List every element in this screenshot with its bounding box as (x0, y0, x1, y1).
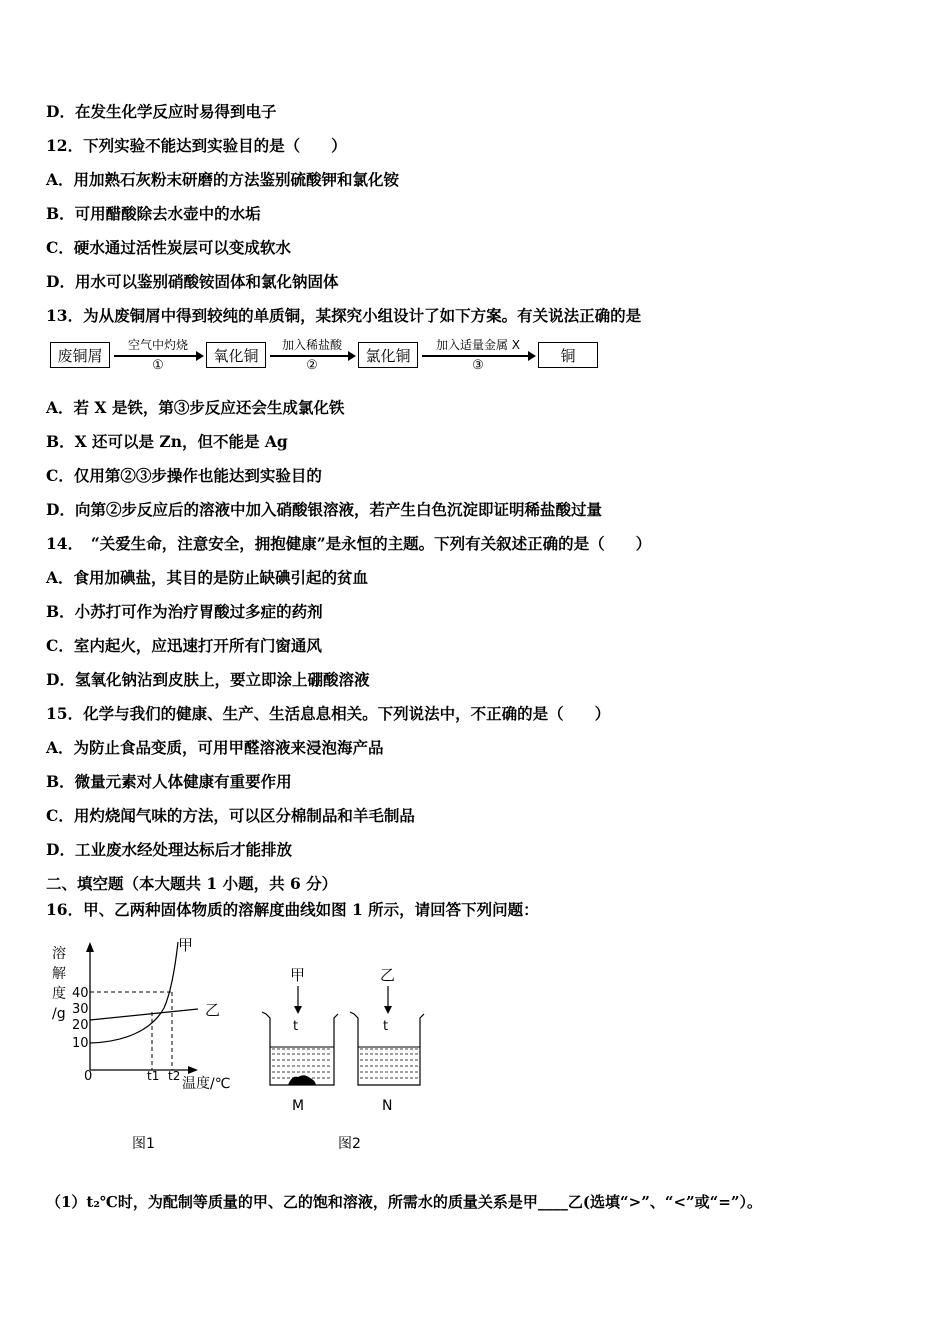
curve-yi-label: 乙 (205, 1001, 221, 1019)
question-12: 12．下列实验不能达到实验目的是（ ） (46, 136, 347, 155)
figure-2-beakers (262, 966, 424, 1152)
ytick-40: 40 (72, 986, 89, 1001)
ytick-10: 10 (72, 1036, 89, 1051)
option-b-13: B．X 还可以是 Zn，但不能是 Ag (46, 432, 288, 451)
option-d-13: D．向第②步反应后的溶液中加入硝酸银溶液，若产生白色沉淀即证明稀盐酸过量 (46, 500, 602, 519)
curve-jia-label: 甲 (178, 936, 194, 954)
beaker-n-temp: t (383, 1019, 389, 1034)
flow-arrow-3-step: ③ (472, 358, 484, 373)
figure-2-caption: 图2 (338, 1136, 361, 1152)
flow-arrow-3-label: 加入适量金属 X (435, 338, 521, 352)
option-a-14: A．食用加碘盐，其目的是防止缺碘引起的贫血 (46, 568, 369, 587)
beaker-m (262, 1012, 338, 1085)
ytick-20: 20 (72, 1018, 89, 1033)
flow-box-waste-copper: 废铜屑 (50, 342, 110, 368)
xtick-t2: t2 (168, 1069, 181, 1083)
beaker-m-label-jia: 甲 (290, 966, 306, 984)
flow-arrow-2 (268, 338, 356, 378)
xlabel: 温度/℃ (182, 1076, 231, 1092)
flow-arrow-1-step: ① (152, 358, 164, 373)
option-c-12: C．硬水通过活性炭层可以变成软水 (46, 238, 291, 257)
figure-1-caption: 图1 (132, 1136, 155, 1152)
xtick-t1: t1 (147, 1069, 160, 1083)
y-axis-arrow-icon (86, 942, 94, 952)
ylabel-char-4: /g (52, 1006, 66, 1022)
beaker-n-label-yi: 乙 (380, 966, 396, 984)
beaker-m-temp: t (293, 1019, 299, 1034)
option-c-13: C．仅用第②③步操作也能达到实验目的 (46, 466, 322, 485)
option-d-14: D．氢氧化钠沾到皮肤上，要立即涂上硼酸溶液 (46, 670, 370, 689)
origin-label: 0 (84, 1069, 93, 1084)
arrow-down-icon (384, 1006, 392, 1014)
option-b-15: B．微量元素对人体健康有重要作用 (46, 772, 292, 791)
flow-arrow-2-step: ② (306, 358, 318, 373)
curve-yi (90, 1009, 198, 1020)
figures (40, 930, 460, 1160)
beaker-m-name: M (292, 1098, 305, 1114)
beaker-n-name: N (382, 1098, 393, 1114)
flow-box-copper-chloride: 氯化铜 (358, 342, 418, 368)
option-d-15: D．工业废水经处理达标后才能排放 (46, 840, 292, 859)
option-a-12: A．用加熟石灰粉末研磨的方法鉴别硫酸钾和氯化铵 (46, 170, 400, 189)
question-14: 14． “关爱生命，注意安全，拥抱健康”是永恒的主题。下列有关叙述正确的是（ ） (46, 534, 652, 553)
question-15: 15．化学与我们的健康、生产、生活息息相关。下列说法中，不正确的是（ ） (46, 704, 611, 723)
arrow-down-icon (294, 1006, 302, 1014)
option-a-13: A．若 X 是铁，第③步反应还会生成氯化铁 (46, 398, 345, 417)
option-a-15: A．为防止食品变质，可用甲醛溶液来浸泡海产品 (46, 738, 384, 757)
figure-1-solubility-curve (52, 936, 230, 1152)
question-13: 13．为从废铜屑中得到较纯的单质铜，某探究小组设计了如下方案。有关说法正确的是 (46, 306, 642, 325)
flow-arrow-1-label: 空气中灼烧 (127, 338, 188, 352)
flow-arrow-1 (112, 338, 204, 378)
flow-box-copper: 铜 (538, 342, 598, 368)
precipitate (288, 1075, 316, 1085)
ylabel-char-1: 溶 (52, 946, 66, 962)
section-heading: 二、填空题（本大题共 1 小题，共 6 分） (46, 874, 338, 893)
flow-arrow-3 (420, 338, 536, 378)
flowchart (50, 338, 610, 378)
question-16: 16．甲、乙两种固体物质的溶解度曲线如图 1 所示，请回答下列问题： (46, 900, 539, 919)
ylabel-char-3: 度 (52, 986, 66, 1002)
option-b-14: B．小苏打可作为治疗胃酸过多症的药剂 (46, 602, 323, 621)
option-c-14: C．室内起火，应迅速打开所有门窗通风 (46, 636, 322, 655)
flow-box-copper-oxide: 氧化铜 (206, 342, 266, 368)
flow-arrow-2-label: 加入稀盐酸 (281, 338, 342, 352)
question-16-part-1: （1）t₂℃时，为配制等质量的甲、乙的饱和溶液，所需水的质量关系是甲____乙(选填“>”、“<”或“=”）。 (46, 1193, 762, 1211)
option-d-12: D．用水可以鉴别硝酸铵固体和氯化钠固体 (46, 272, 339, 291)
option-b-12: B．可用醋酸除去水壶中的水垢 (46, 204, 261, 223)
x-axis-arrow-icon (188, 1066, 198, 1074)
option-d-11: D．在发生化学反应时易得到电子 (46, 102, 277, 121)
option-c-15: C．用灼烧闻气味的方法，可以区分棉制品和羊毛制品 (46, 806, 415, 825)
ytick-30: 30 (72, 1002, 89, 1017)
ylabel-char-2: 解 (52, 966, 66, 982)
